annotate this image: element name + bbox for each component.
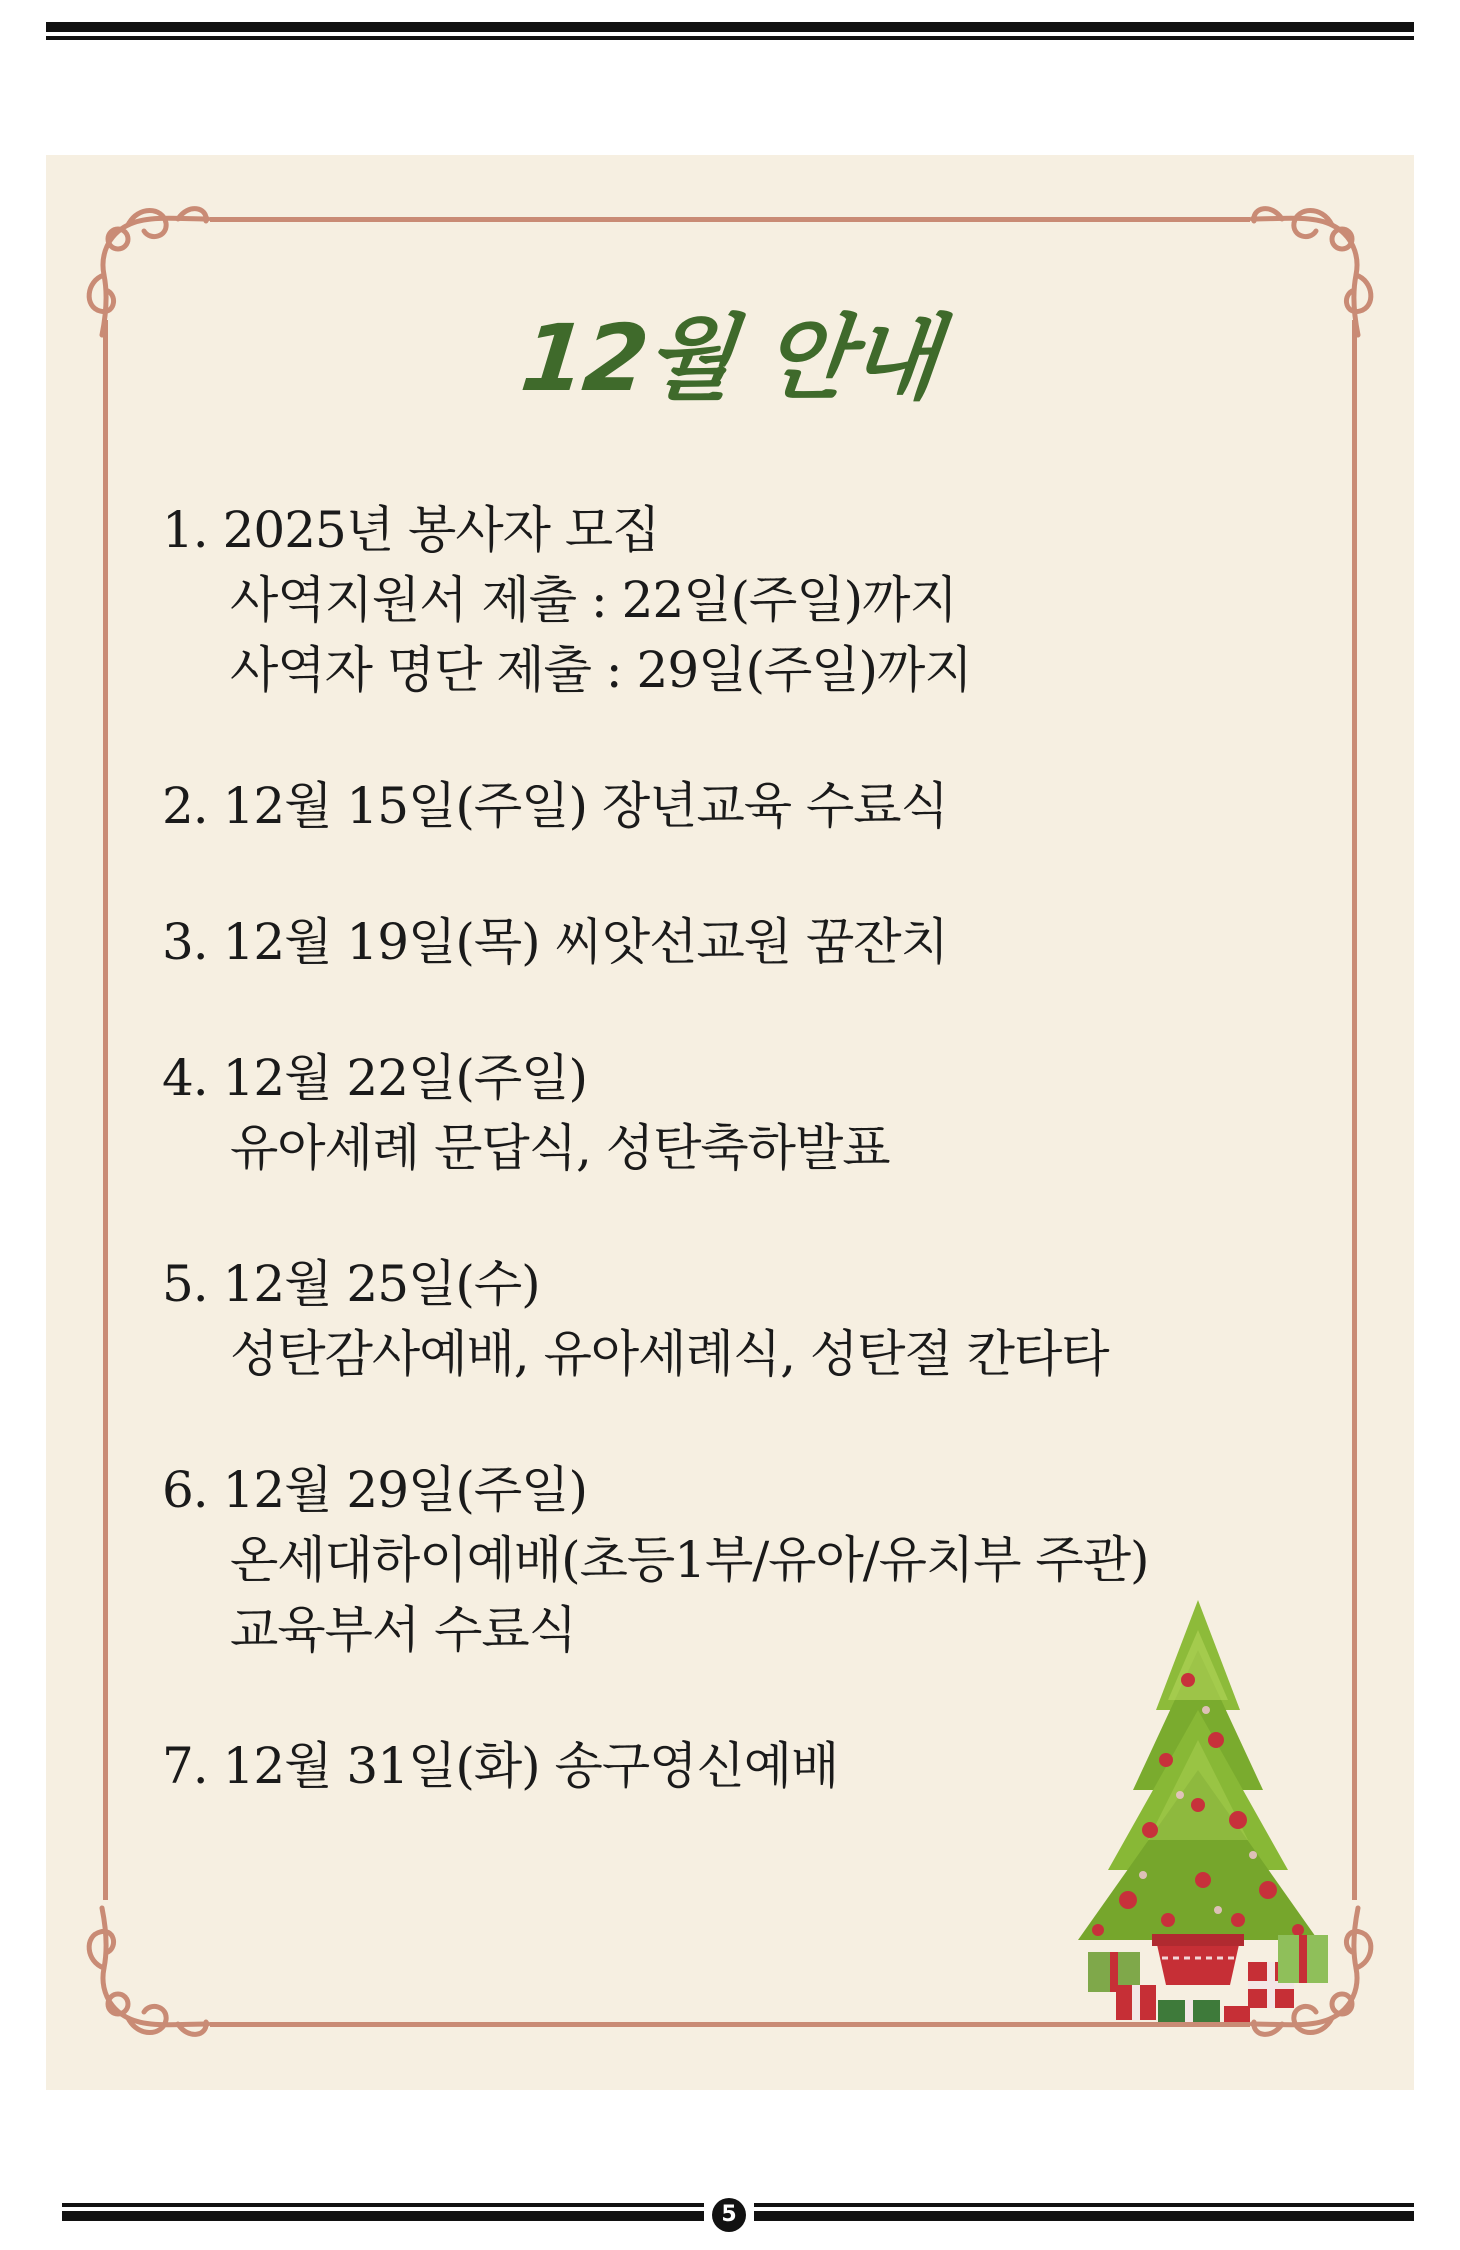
bottom-rule-thick [62,2211,704,2221]
notice-heading: 1. 2025년 봉사자 모집 [162,501,660,559]
top-rule-thin [46,36,1414,40]
top-rule-thick [46,22,1414,32]
notice-item [162,907,1362,977]
tree-pot [1152,1934,1244,1985]
notice-heading: 3. 12월 19일(목) 씨앗선교원 꿈잔치 [162,913,948,971]
notice-heading: 6. 12월 29일(주일) [162,1461,587,1519]
notice-heading: 2. 12월 15일(주일) 장년교육 수료식 [162,777,948,835]
frame-top-line [210,217,1250,222]
notice-heading: 5. 12월 25일(수) [162,1255,540,1313]
notice-detail: 유아세례 문답식, 성탄축하발표 [230,1119,890,1177]
notice-detail: 성탄감사예배, 유아세례식, 성탄절 칸타타 [230,1325,1109,1383]
frame-left-line [103,320,108,1900]
notice-detail: 사역지원서 제출 : 22일(주일)까지 [230,571,957,629]
notice-item [162,1249,1362,1389]
tree-foliage [1078,1600,1318,1940]
bottom-rule-thin [62,2203,704,2207]
notice-heading: 7. 12월 31일(화) 송구영신예배 [162,1737,839,1795]
notice-detail: 온세대하이예배(초등1부/유아/유치부 주관) [230,1531,1149,1589]
ornate-corner-icon [78,1898,228,2048]
notice-heading: 4. 12월 22일(주일) [162,1049,587,1107]
notice-detail: 사역자 명단 제출 : 29일(주일)까지 [230,641,972,699]
notice-item [162,771,1362,841]
bottom-rule-thick [754,2211,1414,2221]
notice-detail: 교육부서 수료식 [230,1601,576,1659]
notice-item [162,1043,1362,1183]
bottom-rule-thin [754,2203,1414,2207]
page-number: 5 [712,2198,746,2232]
page-title: 12월 안내 [516,305,943,412]
christmas-tree-icon [1038,1590,1358,2030]
notice-item [162,495,1362,705]
